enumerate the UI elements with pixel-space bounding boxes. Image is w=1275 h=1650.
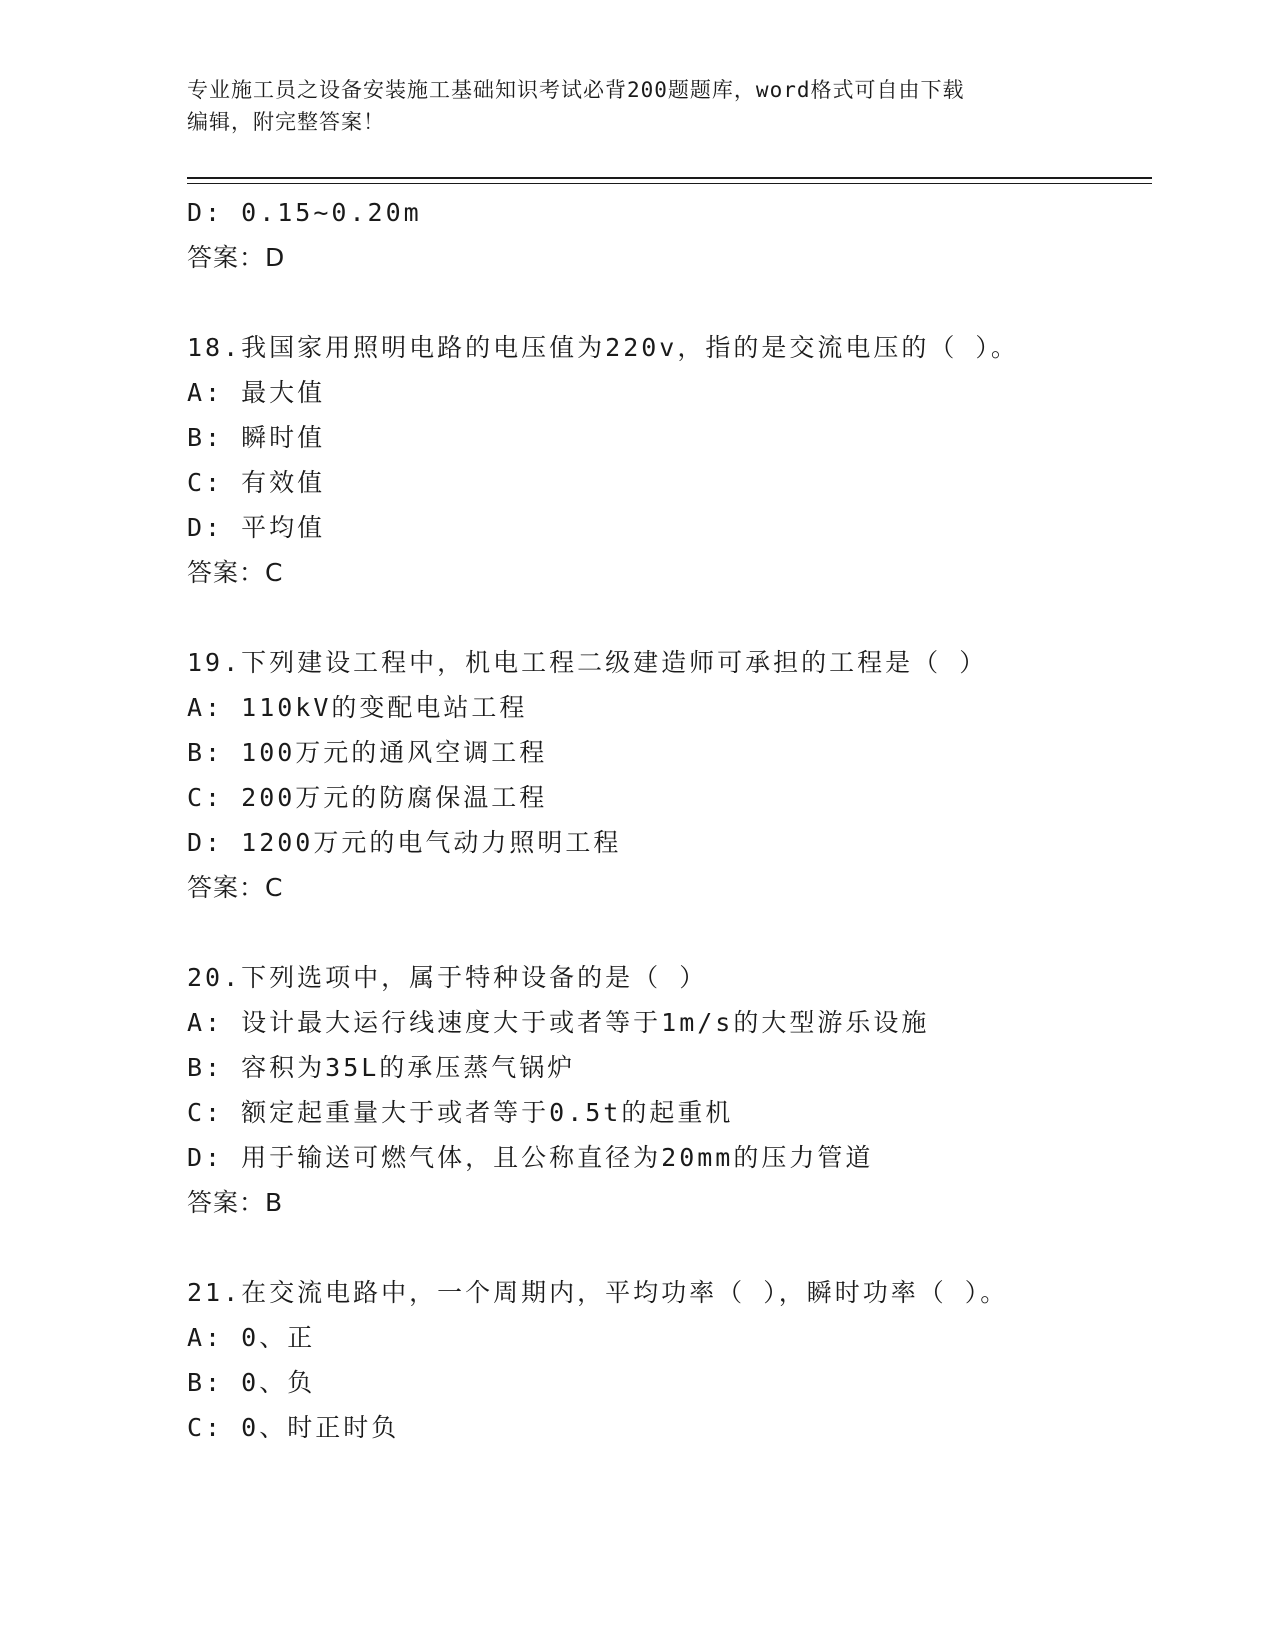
question-19 bbox=[187, 640, 1152, 910]
option-b: B: 0、负 bbox=[187, 1368, 316, 1397]
question-20 bbox=[187, 955, 1152, 1225]
answer-line: 答案：C bbox=[187, 873, 284, 902]
option-c: C: 200万元的防腐保温工程 bbox=[187, 783, 548, 812]
question-stem: 19.下列建设工程中，机电工程二级建造师可承担的工程是（ ） bbox=[187, 648, 988, 677]
option-d: D: 平均值 bbox=[187, 513, 326, 542]
header-divider-thin bbox=[187, 183, 1152, 184]
question-stem: 21.在交流电路中，一个周期内，平均功率（ ），瞬时功率（ ）。 bbox=[187, 1278, 1009, 1307]
question-stem: 18.我国家用照明电路的电压值为220v，指的是交流电压的（ ）。 bbox=[187, 333, 1019, 362]
option-c: C: 有效值 bbox=[187, 468, 326, 497]
previous-question-tail bbox=[187, 190, 1152, 280]
option-d: D: 1200万元的电气动力照明工程 bbox=[187, 828, 622, 857]
header-title-line-1: 专业施工员之设备安装施工基础知识考试必背200题题库，word格式可自由下载 bbox=[187, 78, 965, 102]
option-d: D: 用于输送可燃气体，且公称直径为20mm的压力管道 bbox=[187, 1143, 874, 1172]
option-b: B: 容积为35L的承压蒸气锅炉 bbox=[187, 1053, 576, 1082]
answer-line: 答案：B bbox=[187, 1188, 284, 1217]
option-a: A: 110kV的变配电站工程 bbox=[187, 693, 528, 722]
header-divider-thick bbox=[187, 177, 1152, 179]
answer-line: 答案：D bbox=[187, 243, 286, 272]
header-title-line-2: 编辑，附完整答案！ bbox=[187, 110, 385, 134]
document-header bbox=[187, 74, 1067, 138]
question-18 bbox=[187, 325, 1152, 595]
answer-line: 答案：C bbox=[187, 558, 284, 587]
option-a: A: 设计最大运行线速度大于或者等于1m/s的大型游乐设施 bbox=[187, 1008, 930, 1037]
option-a: A: 0、正 bbox=[187, 1323, 316, 1352]
question-list bbox=[187, 190, 1152, 1450]
spacer bbox=[187, 1225, 1152, 1270]
option-b: B: 100万元的通风空调工程 bbox=[187, 738, 548, 767]
question-21 bbox=[187, 1270, 1152, 1450]
option-c: C: 0、时正时负 bbox=[187, 1413, 400, 1442]
option-d: D: 0.15~0.20m bbox=[187, 198, 422, 227]
spacer bbox=[187, 280, 1152, 325]
spacer bbox=[187, 595, 1152, 640]
option-a: A: 最大值 bbox=[187, 378, 326, 407]
question-stem: 20.下列选项中，属于特种设备的是（ ） bbox=[187, 963, 708, 992]
option-c: C: 额定起重量大于或者等于0.5t的起重机 bbox=[187, 1098, 734, 1127]
spacer bbox=[187, 910, 1152, 955]
option-b: B: 瞬时值 bbox=[187, 423, 326, 452]
